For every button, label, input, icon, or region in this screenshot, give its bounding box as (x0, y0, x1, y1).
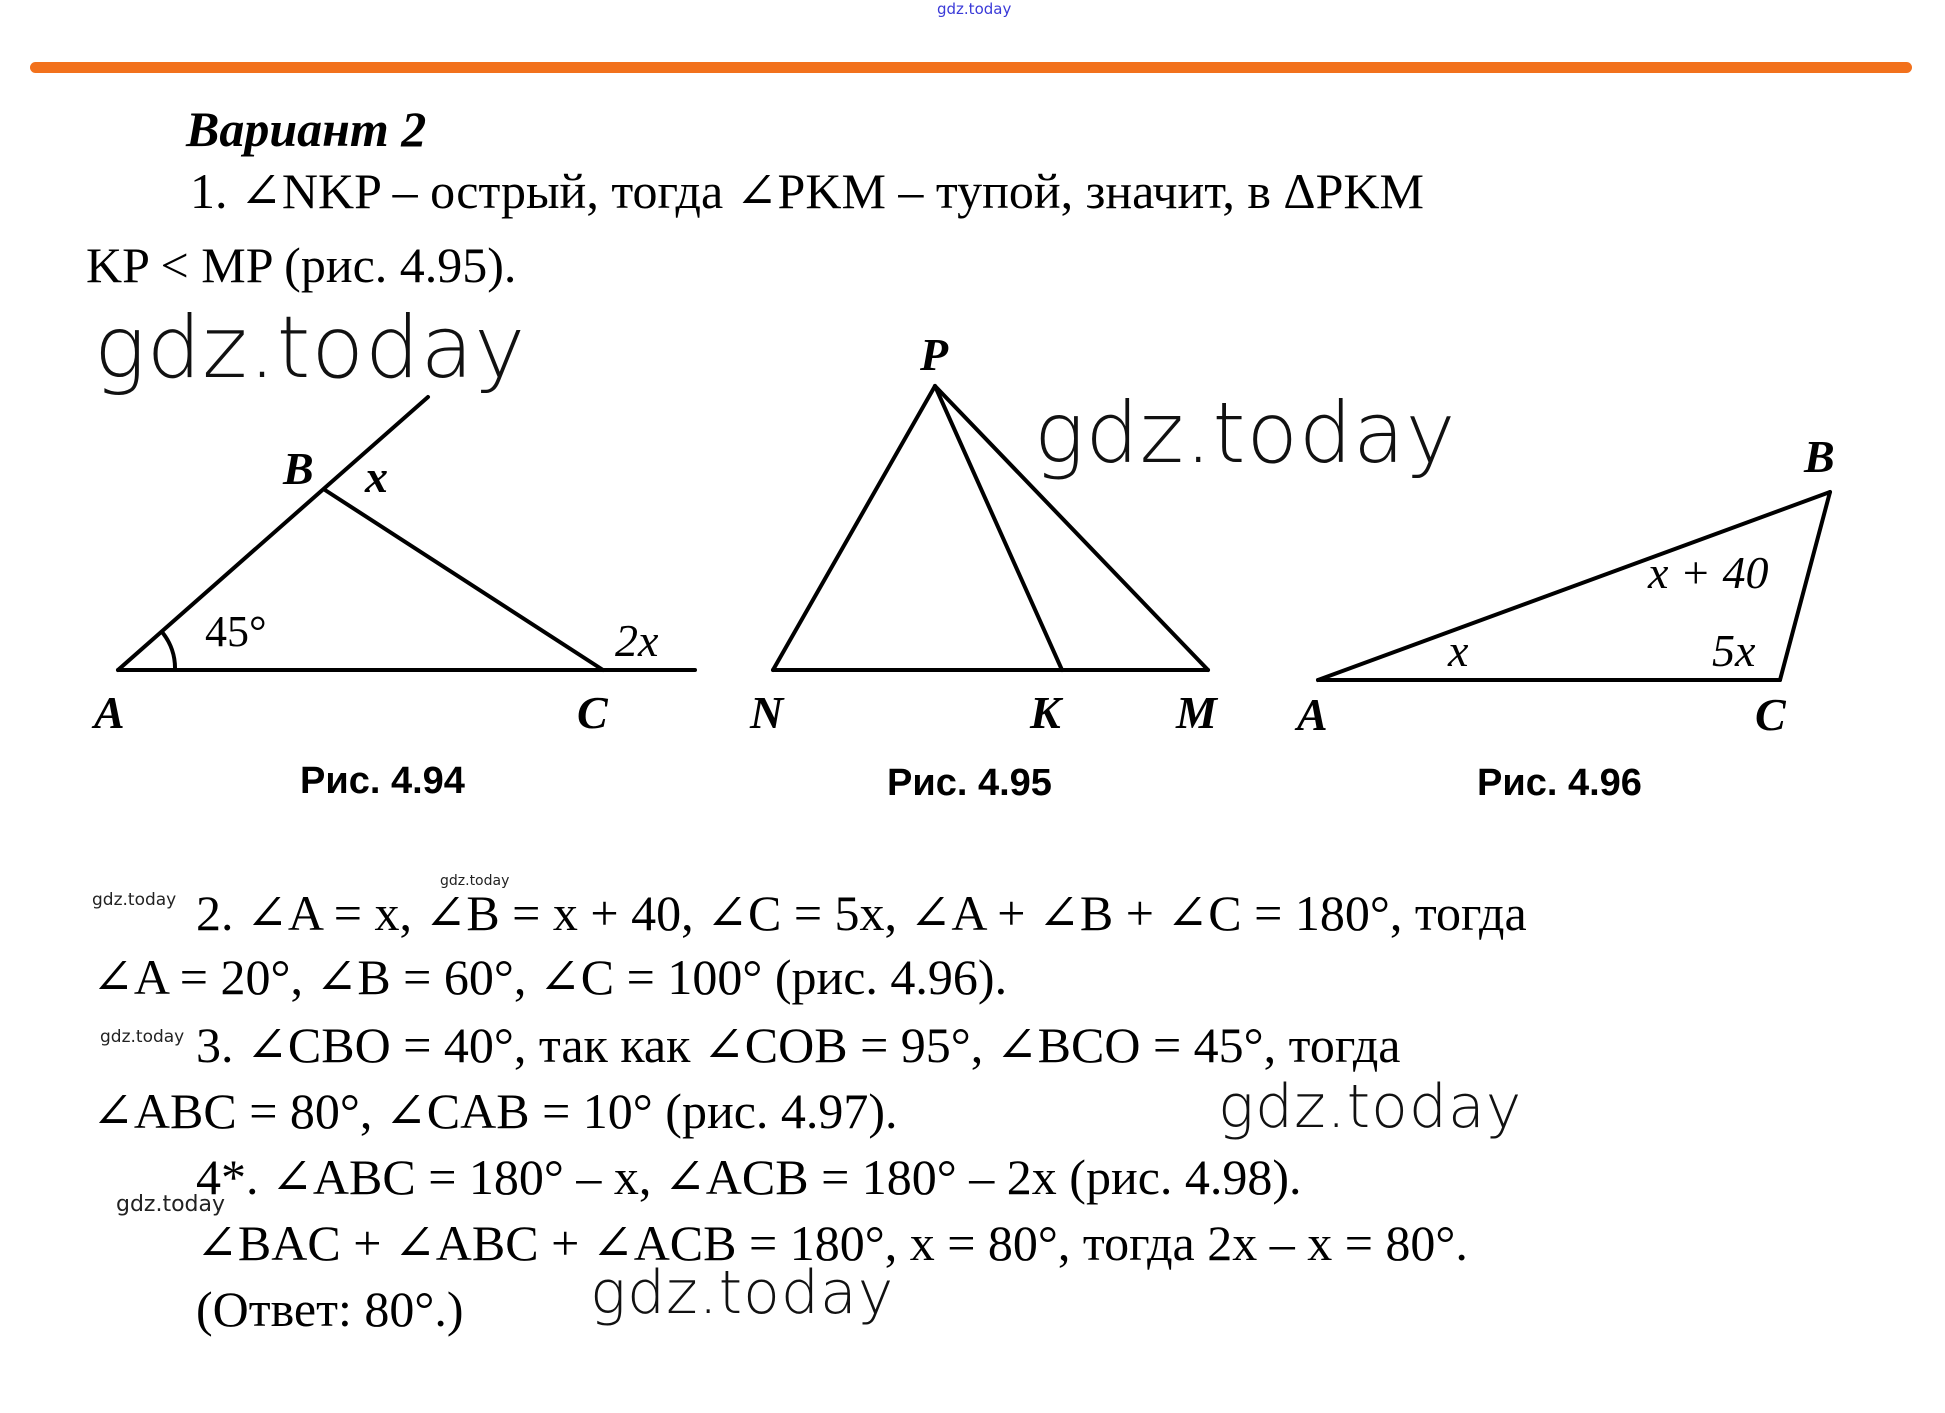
fig96-angle-A: x (1448, 625, 1469, 676)
solution-4-line-1: 4*. ∠ABC = 180° – x, ∠ACB = 180° – 2x (рис. 4.98). (196, 1149, 1302, 1205)
watermark-large-1: gdz.today (94, 298, 527, 398)
solution-2-line-2: ∠A = 20°, ∠B = 60°, ∠C = 100° (рис. 4.96). (92, 949, 1008, 1005)
solution-1-line-2: KP < MP (рис. 4.95). (86, 237, 517, 293)
solution-2-line-1: 2. ∠A = x, ∠B = x + 40, ∠C = 5x, ∠A + ∠B + ∠C = 180°, тогда (196, 885, 1527, 941)
fig94-angle-A: 45° (205, 607, 267, 656)
fig96-angle-C: 5x (1712, 625, 1756, 676)
fig95-label-N: N (750, 687, 784, 738)
fig95-caption: Рис. 4.95 (887, 762, 1052, 804)
watermark-small-4: gdz.today (116, 1192, 226, 1217)
fig96-label-B: B (1804, 431, 1835, 482)
fig95-label-M: M (1176, 687, 1217, 738)
solution-3-line-2: ∠ABC = 80°, ∠CAB = 10° (рис. 4.97). (92, 1083, 898, 1139)
fig94-label-C: C (577, 687, 608, 738)
fig96-label-A: A (1297, 689, 1328, 740)
fig95-label-P: P (920, 329, 949, 380)
fig94-angle-C: 2x (615, 615, 659, 666)
fig96-label-C: C (1755, 689, 1786, 740)
solution-4-answer: (Ответ: 80°.) (196, 1281, 464, 1337)
fig96-caption: Рис. 4.96 (1477, 762, 1642, 804)
watermark-small-3: gdz.today (100, 1027, 185, 1047)
watermark-small-2: gdz.today (440, 873, 510, 889)
fig96-angle-B: x + 40 (1648, 547, 1769, 598)
fig94-label-B: B (283, 443, 314, 494)
source-watermark: gdz.today (937, 0, 1012, 18)
watermark-small-1: gdz.today (92, 890, 177, 910)
fig96-line-BC (1780, 492, 1830, 680)
fig94-angle-B: x (365, 451, 388, 502)
fig94-angle-arc (162, 632, 175, 670)
fig94-line-AB-extended (118, 397, 428, 670)
variant-heading: Вариант 2 (186, 101, 427, 157)
fig95-label-K: K (1030, 687, 1061, 738)
watermark-large-4: gdz.today (590, 1258, 895, 1328)
solution-1-line-1: 1. ∠NKP – острый, тогда ∠PKM – тупой, значит, в ΔPKM (190, 163, 1424, 219)
fig94-caption: Рис. 4.94 (300, 760, 465, 802)
solution-4-line-2: ∠BAC + ∠ABC + ∠ACB = 180°, x = 80°, тогда 2x – x = 80°. (196, 1215, 1468, 1271)
watermark-large-3: gdz.today (1218, 1072, 1523, 1142)
fig94-label-A: A (94, 687, 125, 738)
fig94-line-BC (325, 490, 603, 670)
solution-3-line-1: 3. ∠CBO = 40°, так как ∠COB = 95°, ∠BCO = 45°, тогда (196, 1017, 1401, 1073)
fig95-line-NP (773, 386, 935, 670)
watermark-large-2: gdz.today (1034, 384, 1457, 482)
